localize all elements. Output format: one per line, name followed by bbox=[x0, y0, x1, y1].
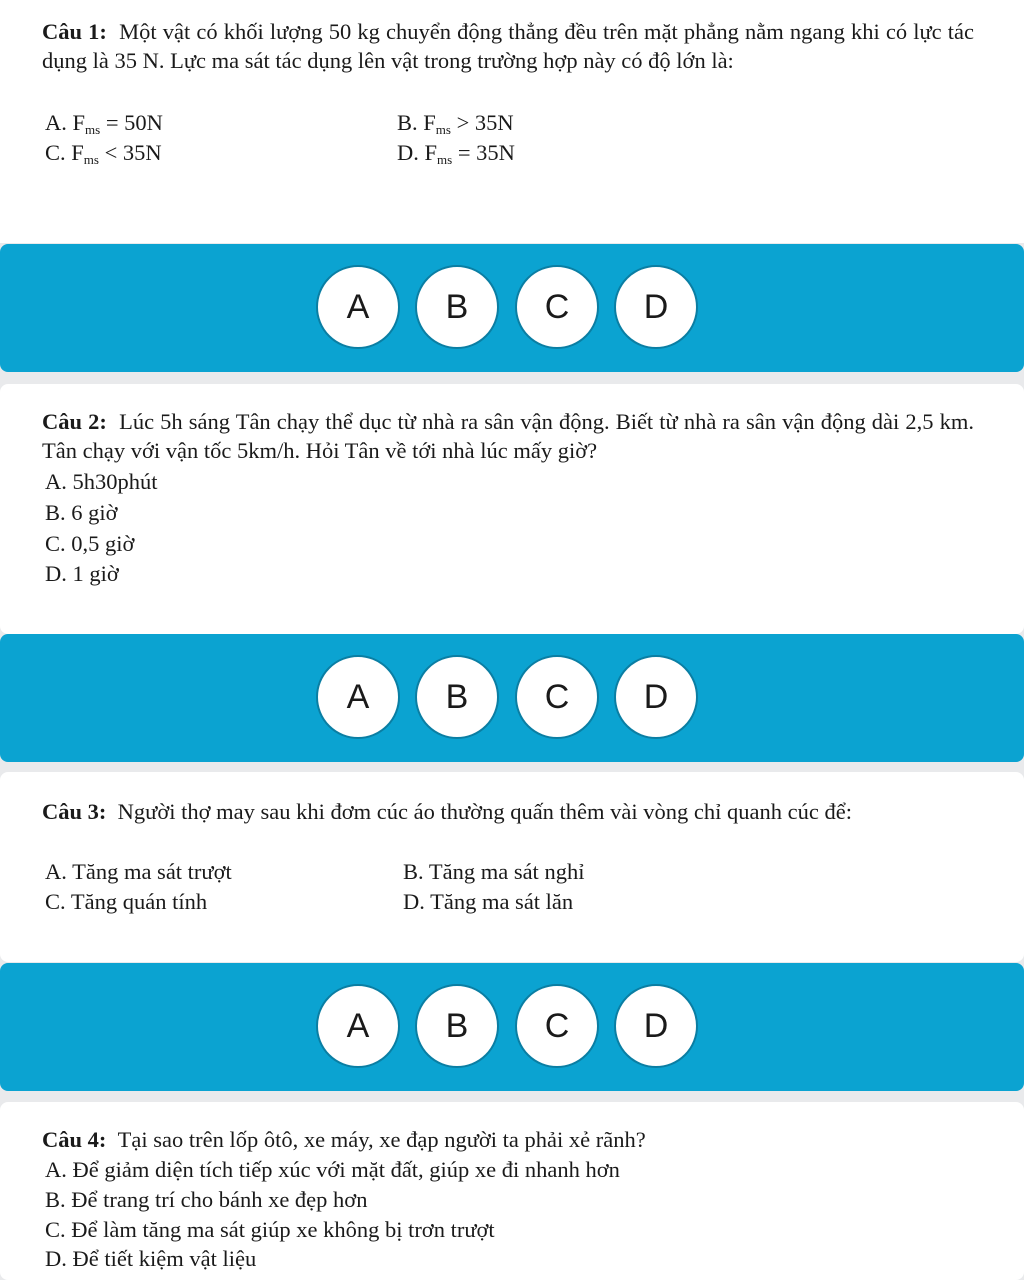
answer-bar-3 bbox=[0, 963, 1024, 1091]
question-3-body: Người thợ may sau khi đơm cúc áo thường quấn thêm vài vòng chỉ quanh cúc để: bbox=[117, 799, 852, 824]
question-4-option-b: B. Để trang trí cho bánh xe đẹp hơn bbox=[45, 1187, 368, 1212]
question-1-option-b: B. $F_{ms} > 35N$ bbox=[397, 110, 514, 137]
question-card-2 bbox=[0, 384, 1024, 634]
answer-b-button[interactable]: B bbox=[415, 265, 499, 349]
answer-d-button[interactable]: D bbox=[614, 984, 698, 1068]
question-2-option-d: D. 1 giờ bbox=[45, 561, 119, 586]
question-4-text bbox=[42, 1125, 974, 1154]
question-3-option-c: C. Tăng quán tính bbox=[45, 889, 208, 914]
question-3-option-b: B. Tăng ma sát nghỉ bbox=[403, 859, 585, 884]
question-card-3 bbox=[0, 772, 1024, 962]
question-3-text bbox=[42, 797, 974, 826]
question-4-body: Tại sao trên lốp ôtô, xe máy, xe đạp người ta phải xẻ rãnh? bbox=[117, 1127, 646, 1152]
question-1-option-d: D. $F_{ms} = 35N$ bbox=[397, 140, 515, 167]
question-3-label: Câu 3: bbox=[42, 799, 107, 824]
answer-a-button[interactable]: A bbox=[316, 655, 400, 739]
answer-d-button[interactable]: D bbox=[614, 655, 698, 739]
answer-a-button[interactable]: A bbox=[316, 265, 400, 349]
answer-c-button[interactable]: C bbox=[515, 265, 599, 349]
question-1-option-c: C. $F_{ms} < 35N$ bbox=[45, 140, 162, 167]
question-2-option-a: A. 5h30phút bbox=[45, 469, 158, 494]
question-2-label: Câu 2: bbox=[42, 409, 107, 434]
question-3-option-a: A. Tăng ma sát trượt bbox=[45, 859, 232, 884]
question-4-option-d: D. Để tiết kiệm vật liệu bbox=[45, 1246, 257, 1271]
question-card-4 bbox=[0, 1102, 1024, 1280]
answer-c-button[interactable]: C bbox=[515, 984, 599, 1068]
answer-bar-1 bbox=[0, 244, 1024, 372]
question-4-option-a: A. Để giảm diện tích tiếp xúc với mặt đất, giúp xe đi nhanh hơn bbox=[45, 1157, 620, 1182]
question-2-body: Lúc 5h sáng Tân chạy thể dục từ nhà ra sân vận động. Biết từ nhà ra sân vận động dài 2,5 km. Tân chạy với vận tốc 5km/h. Hỏi Tân về tới nhà lúc mấy giờ? bbox=[42, 409, 974, 463]
answer-bar-2 bbox=[0, 634, 1024, 762]
question-4-label: Câu 4: bbox=[42, 1127, 107, 1152]
question-3-option-d: D. Tăng ma sát lăn bbox=[403, 889, 574, 914]
question-card-1 bbox=[0, 0, 1024, 243]
answer-c-button[interactable]: C bbox=[515, 655, 599, 739]
question-2-option-b: B. 6 giờ bbox=[45, 500, 118, 525]
question-1-text bbox=[42, 17, 974, 75]
question-1-body: Một vật có khối lượng 50 kg chuyển động thẳng đều trên mặt phẳng nằm ngang khi có lực tác dụng là 35 N. Lực ma sát tác dụng lên vật trong trường hợp này có độ lớn là: bbox=[42, 19, 974, 73]
question-1-option-a: A. $F_{ms} = 50N$ bbox=[45, 110, 163, 137]
question-2-text bbox=[42, 407, 974, 465]
answer-a-button[interactable]: A bbox=[316, 984, 400, 1068]
question-2-option-c: C. 0,5 giờ bbox=[45, 531, 135, 556]
question-4-option-c: C. Để làm tăng ma sát giúp xe không bị trơn trượt bbox=[45, 1217, 495, 1242]
question-1-label: Câu 1: bbox=[42, 19, 107, 44]
answer-b-button[interactable]: B bbox=[415, 984, 499, 1068]
answer-b-button[interactable]: B bbox=[415, 655, 499, 739]
answer-d-button[interactable]: D bbox=[614, 265, 698, 349]
